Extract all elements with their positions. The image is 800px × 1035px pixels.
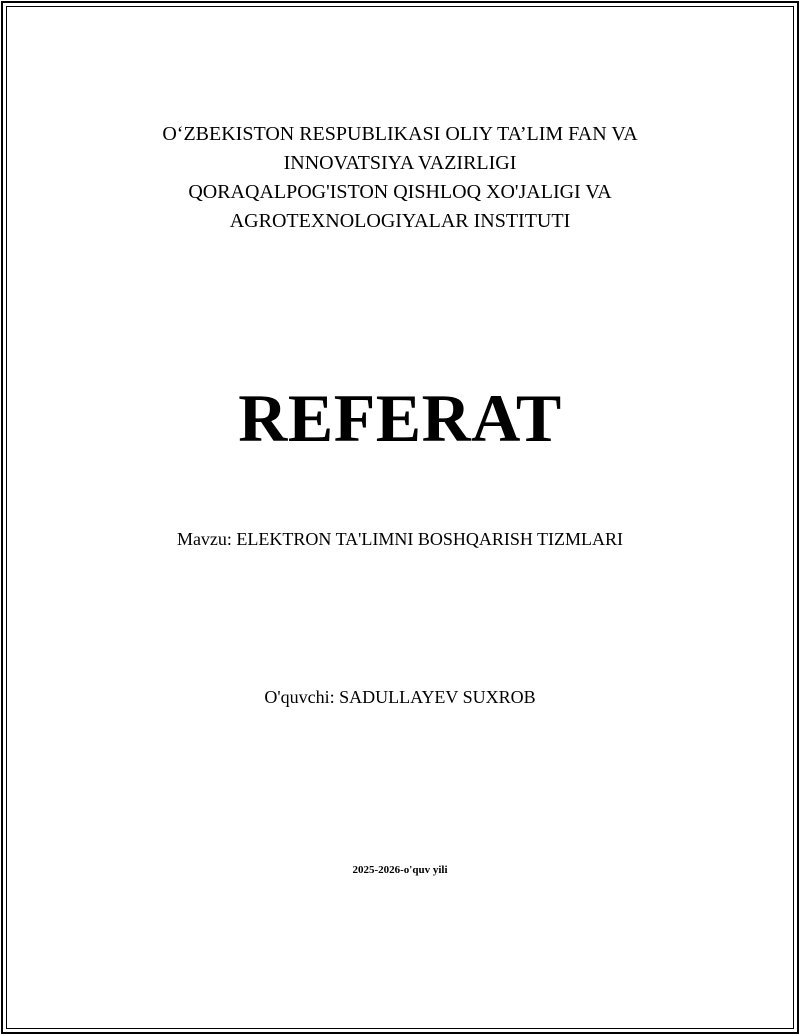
institution-header <box>0 120 800 236</box>
institution-line: INNOVATSIYA VAZIRLIGI <box>283 152 517 174</box>
institution-line: QORAQALPOG'ISTON QISHLOQ XO'JALIGI VA <box>188 181 612 203</box>
institution-line: O‘ZBEKISTON RESPUBLIKASI OLIY TA’LIM FAN VA <box>162 123 638 145</box>
student-line: O'quvchi: SADULLAYEV SUXROB <box>264 687 536 707</box>
topic-line: Mavzu: ELEKTRON TA'LIMNI BOSHQARISH TIZMLARI <box>176 529 624 549</box>
academic-year: 2025-2026-o'quv yili <box>352 864 448 876</box>
institution-line: AGROTEXNOLOGIYALAR INSTITUTI <box>229 210 571 232</box>
document-title: REFERAT <box>238 380 562 456</box>
